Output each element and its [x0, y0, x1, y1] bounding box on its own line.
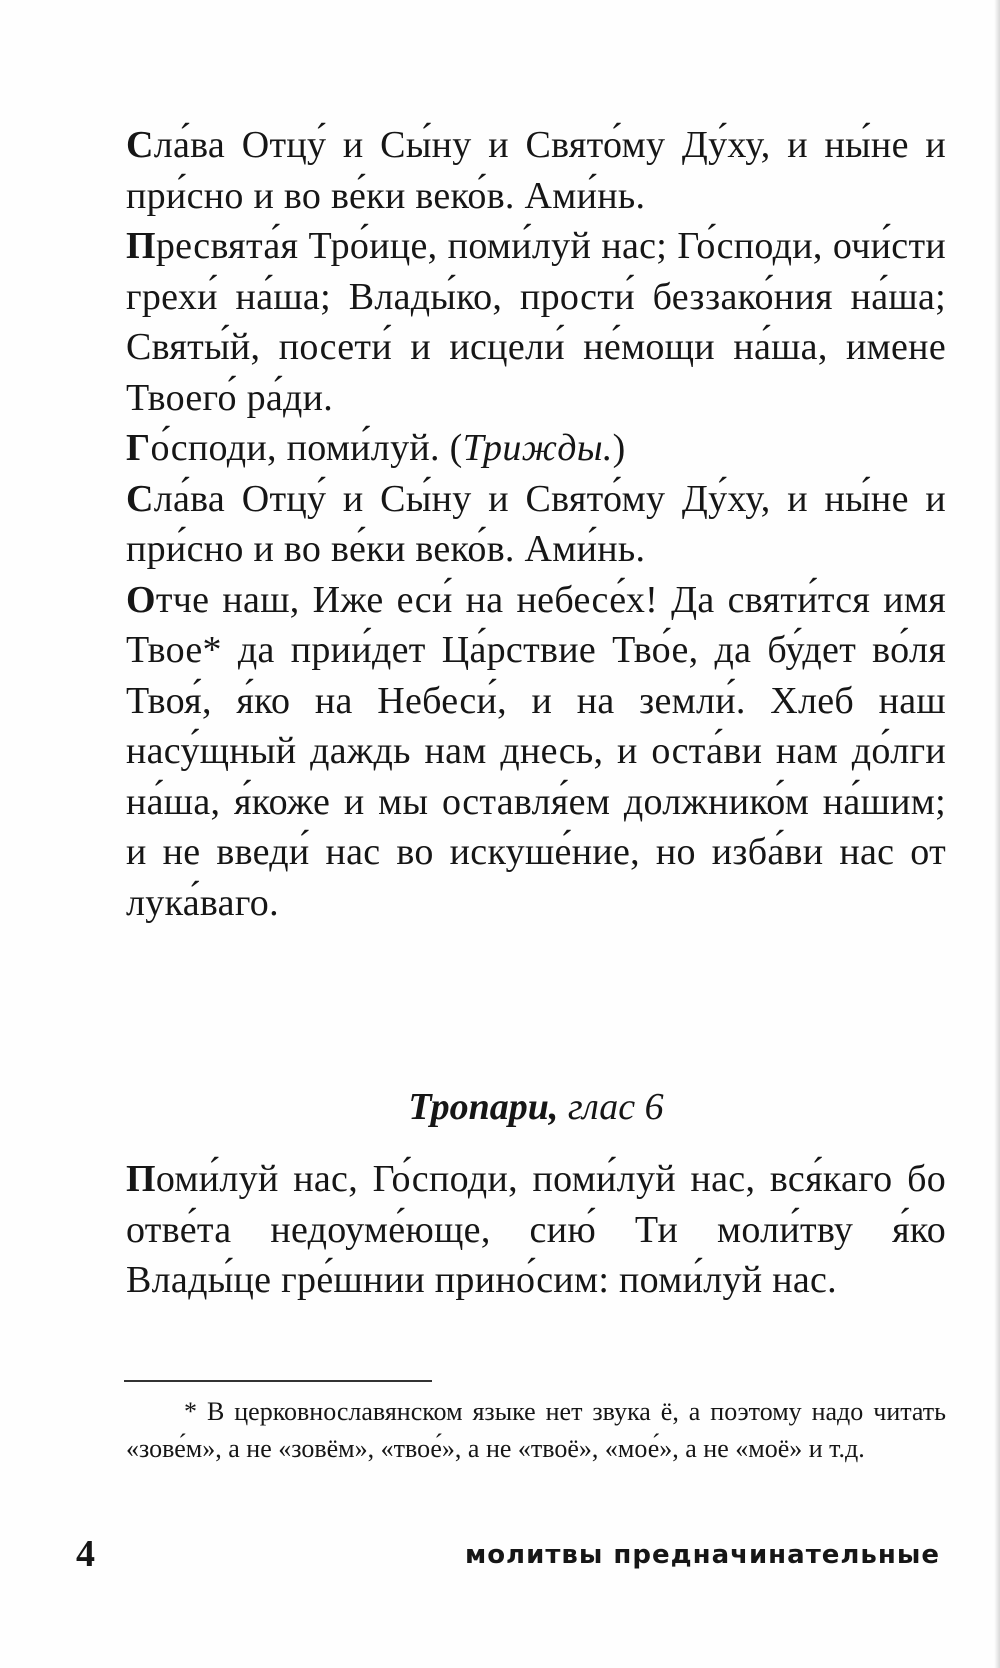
paragraph-text: ла́ва Отцу́ и Сы́ну и Свято́му Ду́ху, и ны́не и при́сно и во ве́ки веко́в. Ами́нь. [126, 124, 946, 217]
paragraph-initial: Г [126, 427, 151, 469]
paragraph-glory-1 [126, 120, 946, 221]
paragraph-text: ресвята́я Тро́ице, поми́луй нас; Го́споди, очи́сти грехи́ на́ша; Влады́ко, прости́ беззако́ния на́ша; Святы́й, посети́ и исцели́ не́мощи на́ша, имене Твоего́ ра́ди. [126, 225, 946, 419]
heading-bold: Тропари, [408, 1086, 559, 1128]
footnote [126, 1393, 946, 1467]
rubric-thrice: Трижды. [462, 427, 613, 469]
prayer-text [126, 120, 946, 928]
paragraph-text: тче наш, Иже еси́ на небесе́х! Да святи́тся имя Твое* да прии́дет Ца́рствие Тво́е, да бу́дет во́ля Твоя́, я́ко на Небеси́, и на земли́. Хлеб наш насу́щный даждь нам днесь, и оста́ви нам до́лги на́ша, я́коже и мы оставля́ем должнико́м на́шим; и не введи́ нас во искуше́ние, но изба́ви нас от лука́ваго. [126, 578, 946, 924]
running-title: молитвы предначинательные [464, 1540, 940, 1570]
paragraph-text: ла́ва Отцу́ и Сы́ну и Свято́му Ду́ху, и ны́не и при́сно и во ве́ки веко́в. Ами́нь. [126, 477, 946, 570]
paragraph-text: оми́луй нас, Го́споди, поми́луй нас, вся́каго бо отве́та недоуме́юще, сию́ Ти моли́тву я́ко Влады́це гре́шнии прино́сим: поми́луй нас. [126, 1158, 946, 1301]
paragraph-lord-have-mercy [126, 423, 946, 474]
paragraph-initial: П [126, 1158, 156, 1200]
troparion-text [126, 1154, 946, 1306]
paragraph-troparion [126, 1154, 946, 1306]
footnote-divider [124, 1380, 432, 1382]
paragraph-initial: С [126, 124, 154, 166]
page-edge-shadow [994, 0, 1000, 1668]
footnote-text: * В церковнославянском языке нет звука ё, а поэтому надо читать «зове́м», а не «зовём», «твое́», а не «твоё», «мое́», а не «моё» и т.д. [126, 1397, 946, 1463]
paragraph-initial: С [126, 477, 154, 520]
paragraph-initial: П [126, 225, 156, 267]
page-number: 4 [76, 1533, 95, 1575]
paragraph-glory-2 [126, 474, 946, 575]
paragraph-text: о́споди, поми́луй. ( [150, 427, 463, 469]
paragraph-our-father [126, 575, 946, 929]
paragraph-text-after: ) [612, 427, 626, 469]
paragraph-holy-trinity [126, 221, 946, 423]
heading-rest: глас 6 [558, 1086, 664, 1128]
paragraph-initial: О [126, 578, 156, 621]
section-heading [126, 1082, 946, 1132]
